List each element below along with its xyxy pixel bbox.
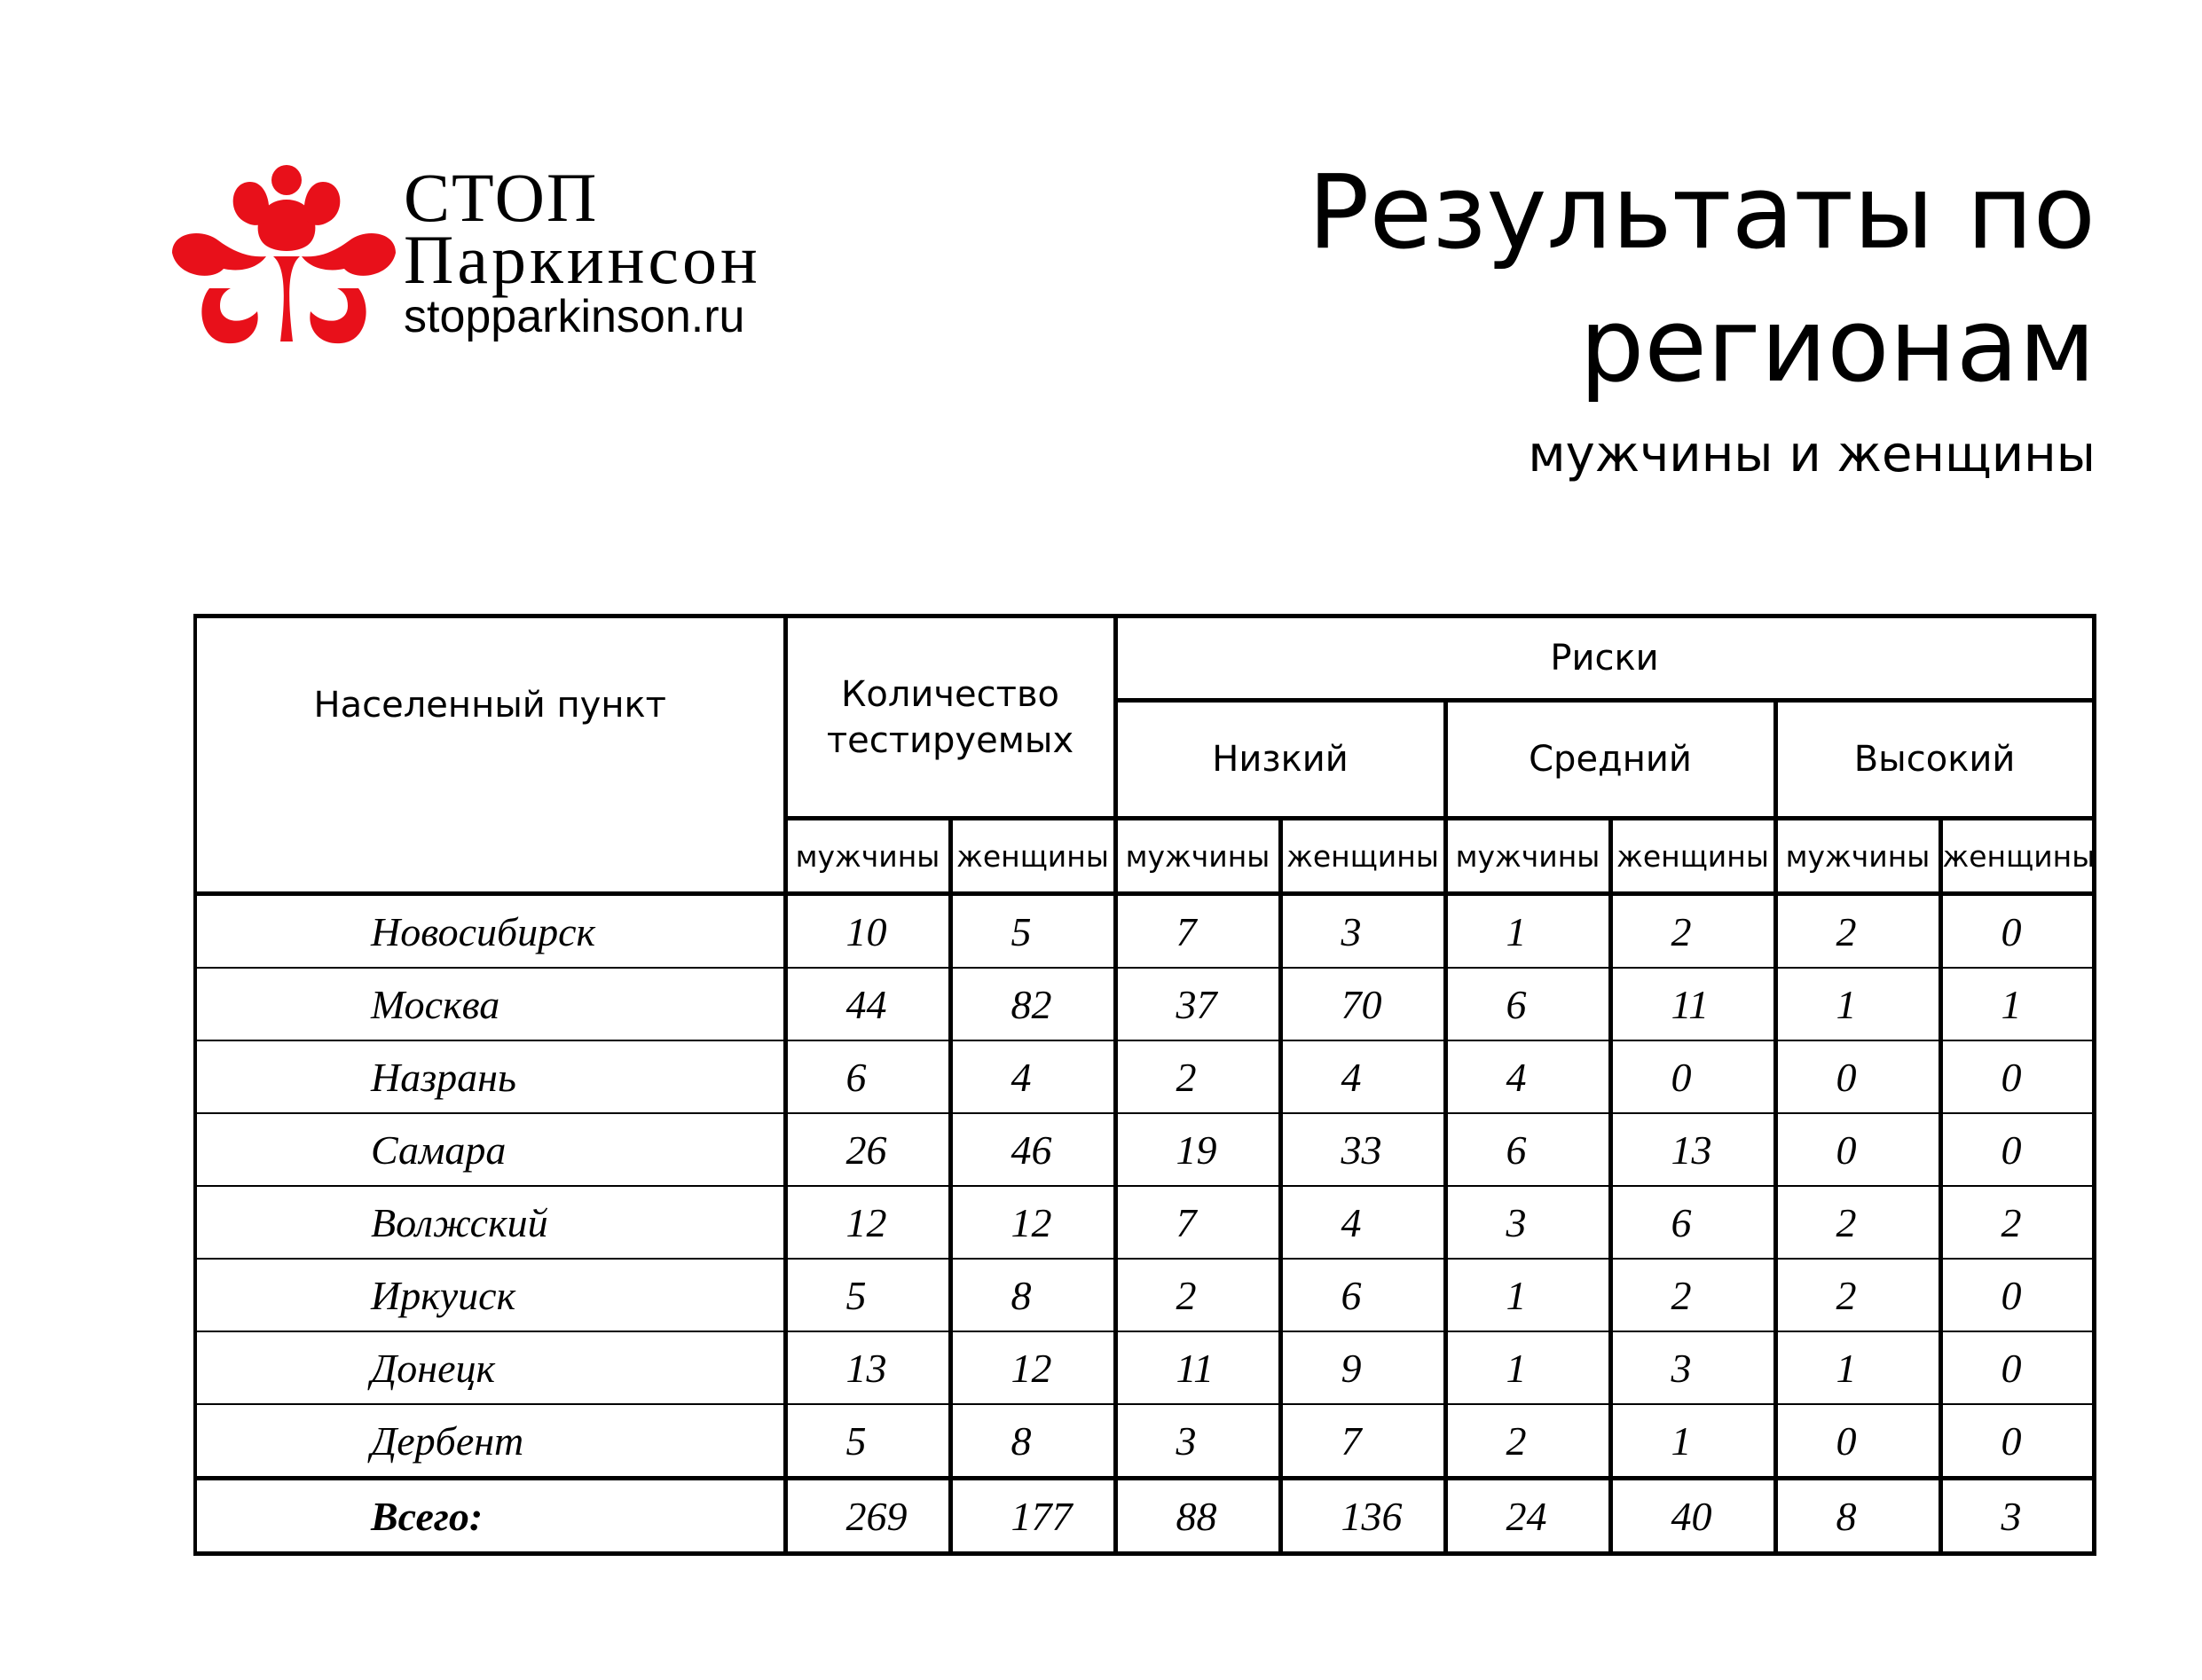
value-cell: 3 [1115,1404,1280,1479]
value-cell: 0 [1940,1259,2094,1331]
value-cell: 82 [950,968,1115,1040]
value-cell: 1 [1445,1331,1610,1404]
value-cell: 6 [1610,1186,1775,1259]
value-cell: 2 [1445,1404,1610,1479]
table-row [195,894,2094,969]
results-table [193,614,2096,1556]
subheader-low-women: женщины [1280,819,1445,894]
value-cell: 4 [1445,1040,1610,1113]
total-value-cell: 88 [1115,1479,1280,1554]
value-cell: 6 [1445,968,1610,1040]
value-cell: 0 [1775,1113,1940,1186]
value-cell: 6 [785,1040,950,1113]
value-cell: 4 [1280,1186,1445,1259]
value-cell: 7 [1115,894,1280,969]
value-cell: 0 [1940,1331,2094,1404]
value-cell: 12 [950,1331,1115,1404]
value-cell: 13 [785,1331,950,1404]
value-cell: 2 [1115,1040,1280,1113]
table-row [195,968,2094,1040]
table-row [195,1404,2094,1479]
header-count: Количество тестируемых [785,616,1115,819]
value-cell: 0 [1775,1404,1940,1479]
city-cell: Волжский [195,1186,785,1259]
value-cell: 46 [950,1113,1115,1186]
total-value-cell: 269 [785,1479,950,1554]
table-row [195,1331,2094,1404]
value-cell: 2 [1775,1186,1940,1259]
value-cell: 2 [1775,894,1940,969]
city-cell: Иркуиск [195,1259,785,1331]
logo-stop: СТОП [404,159,599,236]
subheader-medium-women: женщины [1610,819,1775,894]
subheader-low-men: мужчины [1115,819,1280,894]
city-cell: Новосибирск [195,894,785,969]
value-cell: 19 [1115,1113,1280,1186]
value-cell: 1 [1775,968,1940,1040]
header-risk-medium: Средний [1445,701,1775,819]
value-cell: 12 [950,1186,1115,1259]
value-cell: 1 [1940,968,2094,1040]
value-cell: 0 [1940,1113,2094,1186]
value-cell: 37 [1115,968,1280,1040]
value-cell: 2 [1940,1186,2094,1259]
table-row [195,1113,2094,1186]
city-cell: Самара [195,1113,785,1186]
logo-url: stopparkinson.ru [404,291,745,342]
value-cell: 8 [950,1404,1115,1479]
total-label: Всего: [195,1479,785,1554]
value-cell: 5 [785,1404,950,1479]
city-cell: Донецк [195,1331,785,1404]
table-row [195,1259,2094,1331]
table-row [195,1040,2094,1113]
value-cell: 1 [1445,1259,1610,1331]
total-value-cell: 177 [950,1479,1115,1554]
value-cell: 0 [1940,894,2094,969]
value-cell: 8 [950,1259,1115,1331]
value-cell: 0 [1940,1040,2094,1113]
value-cell: 70 [1280,968,1445,1040]
value-cell: 7 [1280,1404,1445,1479]
total-value-cell: 8 [1775,1479,1940,1554]
value-cell: 2 [1115,1259,1280,1331]
subheader-high-women: женщины [1940,819,2094,894]
total-value-cell: 40 [1610,1479,1775,1554]
logo-text [404,159,761,345]
city-cell: Дербент [195,1404,785,1479]
value-cell: 0 [1775,1040,1940,1113]
header-risks: Риски [1115,616,2094,701]
value-cell: 2 [1610,1259,1775,1331]
header-risk-high: Высокий [1775,701,2094,819]
value-cell: 10 [785,894,950,969]
total-value-cell: 136 [1280,1479,1445,1554]
subheader-count-men: мужчины [785,819,950,894]
value-cell: 0 [2001,1417,2022,1464]
logo-parkinson: Паркинсон [404,221,761,298]
table-row [195,1186,2094,1259]
value-cell: 2 [1610,894,1775,969]
value-cell: 1 [1610,1404,1775,1479]
value-cell: 6 [1280,1259,1445,1331]
value-cell: 7 [1115,1186,1280,1259]
value-cell: 11 [1610,968,1775,1040]
value-cell: 44 [785,968,950,1040]
city-cell: Москва [195,968,785,1040]
value-cell: 33 [1280,1113,1445,1186]
value-cell: 6 [1445,1113,1610,1186]
header-place: Населенный пункт [195,616,785,894]
results-table-wrapper [193,614,2096,1556]
value-cell: 5 [785,1259,950,1331]
value-cell: 3 [1610,1331,1775,1404]
value-cell: 11 [1115,1331,1280,1404]
value-cell: 5 [950,894,1115,969]
total-value-cell: 3 [1940,1479,2094,1554]
value-cell: 1 [1445,894,1610,969]
page-subtitle: мужчины и женщины [1528,426,2096,483]
value-cell: 1 [1775,1331,1940,1404]
page-title: Результаты по регионам [1308,153,2096,405]
value-cell: 0 [1610,1040,1775,1113]
logo [169,159,790,350]
value-cell: 4 [950,1040,1115,1113]
value-cell: 9 [1280,1331,1445,1404]
value-cell: 26 [785,1113,950,1186]
total-row [195,1479,2094,1554]
value-cell: 12 [785,1186,950,1259]
total-value-cell: 24 [1445,1479,1610,1554]
header-risk-low: Низкий [1115,701,1445,819]
subheader-count-women: женщины [950,819,1115,894]
city-cell: Назрань [195,1040,785,1113]
title-block [1208,146,2096,491]
value-cell: 3 [1445,1186,1610,1259]
value-cell: 4 [1280,1040,1445,1113]
subheader-medium-men: мужчины [1445,819,1610,894]
value-cell: 2 [1775,1259,1940,1331]
subheader-high-men: мужчины [1775,819,1940,894]
value-cell: 13 [1610,1113,1775,1186]
value-cell: 3 [1280,894,1445,969]
stop-parkinson-logo-icon [169,164,399,350]
